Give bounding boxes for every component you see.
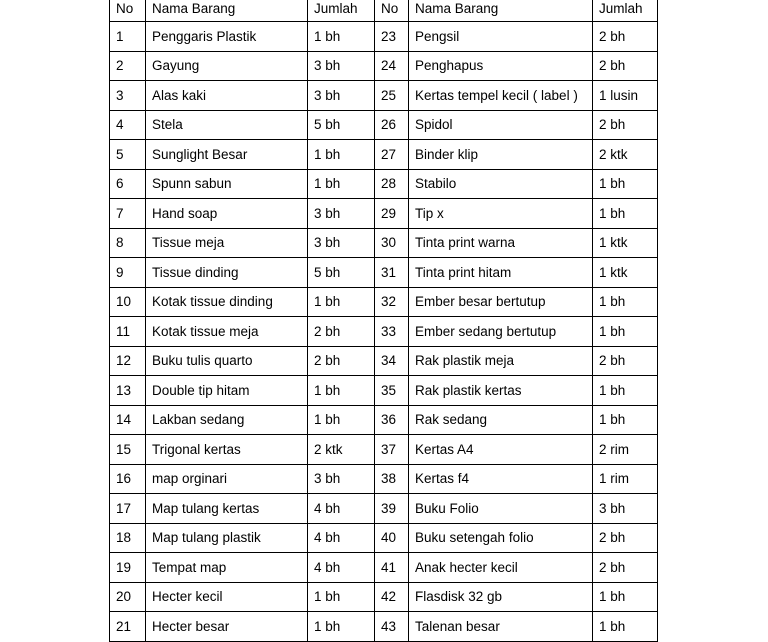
header-name-right: Nama Barang	[409, 0, 593, 22]
table-header	[110, 0, 658, 22]
cell-no-left: 19	[110, 553, 146, 583]
cell-no-right: 28	[375, 169, 409, 199]
table-row	[110, 199, 658, 229]
cell-no-right: 34	[375, 346, 409, 376]
cell-name-right: Kertas A4	[409, 435, 593, 465]
cell-qty-left: 2 bh	[308, 346, 375, 376]
cell-name-left: Kotak tissue meja	[146, 317, 308, 347]
cell-no-right: 40	[375, 523, 409, 553]
cell-no-left: 7	[110, 199, 146, 229]
cell-name-right: Buku setengah folio	[409, 523, 593, 553]
cell-qty-left: 4 bh	[308, 553, 375, 583]
cell-qty-left: 1 bh	[308, 582, 375, 612]
cell-name-right: Rak plastik meja	[409, 346, 593, 376]
cell-no-right: 36	[375, 405, 409, 435]
cell-name-right: Rak plastik kertas	[409, 376, 593, 406]
cell-name-right: Penghapus	[409, 51, 593, 81]
cell-name-right: Tinta print hitam	[409, 258, 593, 288]
cell-qty-left: 1 bh	[308, 140, 375, 170]
cell-no-left: 16	[110, 464, 146, 494]
cell-qty-right: 1 bh	[593, 317, 658, 347]
cell-no-left: 9	[110, 258, 146, 288]
cell-no-left: 13	[110, 376, 146, 406]
cell-qty-right: 2 ktk	[593, 140, 658, 170]
cell-no-left: 8	[110, 228, 146, 258]
cell-name-right: Flasdisk 32 gb	[409, 582, 593, 612]
cell-qty-left: 4 bh	[308, 494, 375, 524]
table-row	[110, 317, 658, 347]
cell-qty-right: 1 ktk	[593, 228, 658, 258]
cell-no-left: 2	[110, 51, 146, 81]
cell-qty-left: 5 bh	[308, 258, 375, 288]
cell-qty-right: 2 rim	[593, 435, 658, 465]
cell-no-right: 38	[375, 464, 409, 494]
table-row	[110, 228, 658, 258]
table-row	[110, 494, 658, 524]
inventory-table	[109, 0, 658, 642]
cell-name-left: Hecter besar	[146, 612, 308, 642]
cell-name-left: Trigonal kertas	[146, 435, 308, 465]
cell-qty-left: 5 bh	[308, 110, 375, 140]
cell-qty-right: 2 bh	[593, 110, 658, 140]
cell-qty-right: 3 bh	[593, 494, 658, 524]
cell-qty-left: 2 bh	[308, 317, 375, 347]
cell-no-right: 26	[375, 110, 409, 140]
cell-no-left: 12	[110, 346, 146, 376]
cell-name-left: map orginari	[146, 464, 308, 494]
cell-name-left: Spunn sabun	[146, 169, 308, 199]
table-row	[110, 376, 658, 406]
cell-name-right: Binder klip	[409, 140, 593, 170]
cell-no-right: 27	[375, 140, 409, 170]
cell-qty-right: 1 ktk	[593, 258, 658, 288]
cell-name-right: Rak sedang	[409, 405, 593, 435]
cell-qty-left: 1 bh	[308, 612, 375, 642]
cell-qty-right: 2 bh	[593, 553, 658, 583]
cell-name-right: Stabilo	[409, 169, 593, 199]
cell-no-right: 30	[375, 228, 409, 258]
cell-name-left: Stela	[146, 110, 308, 140]
cell-qty-right: 2 bh	[593, 22, 658, 52]
cell-no-right: 32	[375, 287, 409, 317]
cell-name-left: Hand soap	[146, 199, 308, 229]
table-row	[110, 258, 658, 288]
cell-no-right: 35	[375, 376, 409, 406]
cell-name-left: Gayung	[146, 51, 308, 81]
cell-qty-left: 3 bh	[308, 81, 375, 111]
cell-name-left: Alas kaki	[146, 81, 308, 111]
cell-no-left: 17	[110, 494, 146, 524]
table-row	[110, 346, 658, 376]
table-row	[110, 169, 658, 199]
cell-qty-right: 1 bh	[593, 405, 658, 435]
cell-qty-left: 1 bh	[308, 169, 375, 199]
cell-no-left: 6	[110, 169, 146, 199]
cell-qty-left: 3 bh	[308, 464, 375, 494]
cell-no-left: 18	[110, 523, 146, 553]
table-row	[110, 140, 658, 170]
cell-name-right: Spidol	[409, 110, 593, 140]
cell-name-right: Tinta print warna	[409, 228, 593, 258]
cell-qty-right: 2 bh	[593, 346, 658, 376]
cell-name-right: Anak hecter kecil	[409, 553, 593, 583]
cell-name-left: Tissue dinding	[146, 258, 308, 288]
cell-name-left: Tissue meja	[146, 228, 308, 258]
cell-no-right: 24	[375, 51, 409, 81]
cell-name-right: Buku Folio	[409, 494, 593, 524]
cell-no-right: 33	[375, 317, 409, 347]
cell-qty-left: 1 bh	[308, 287, 375, 317]
cell-no-left: 10	[110, 287, 146, 317]
cell-name-left: Buku tulis quarto	[146, 346, 308, 376]
cell-qty-left: 3 bh	[308, 199, 375, 229]
table-row	[110, 582, 658, 612]
table-body	[110, 22, 658, 642]
header-no-left: No	[110, 0, 146, 22]
table-row	[110, 81, 658, 111]
cell-qty-left: 3 bh	[308, 51, 375, 81]
cell-qty-right: 1 bh	[593, 287, 658, 317]
cell-name-right: Pengsil	[409, 22, 593, 52]
cell-no-left: 5	[110, 140, 146, 170]
table-row	[110, 110, 658, 140]
cell-name-right: Kertas tempel kecil ( label )	[409, 81, 593, 111]
cell-no-right: 37	[375, 435, 409, 465]
cell-qty-left: 1 bh	[308, 405, 375, 435]
cell-qty-right: 1 bh	[593, 582, 658, 612]
cell-name-left: Tempat map	[146, 553, 308, 583]
cell-no-right: 23	[375, 22, 409, 52]
cell-qty-right: 1 lusin	[593, 81, 658, 111]
cell-no-right: 42	[375, 582, 409, 612]
cell-no-left: 4	[110, 110, 146, 140]
cell-name-right: Talenan besar	[409, 612, 593, 642]
cell-qty-right: 2 bh	[593, 523, 658, 553]
cell-no-left: 11	[110, 317, 146, 347]
table-row	[110, 612, 658, 642]
cell-no-left: 15	[110, 435, 146, 465]
cell-no-left: 1	[110, 22, 146, 52]
cell-qty-right: 1 bh	[593, 376, 658, 406]
inventory-sheet	[109, 0, 658, 642]
cell-name-left: Double tip hitam	[146, 376, 308, 406]
cell-name-left: Map tulang plastik	[146, 523, 308, 553]
cell-no-right: 39	[375, 494, 409, 524]
cell-qty-left: 3 bh	[308, 228, 375, 258]
cell-name-left: Hecter kecil	[146, 582, 308, 612]
cell-name-right: Tip x	[409, 199, 593, 229]
table-row	[110, 553, 658, 583]
table-row	[110, 22, 658, 52]
cell-name-right: Ember besar bertutup	[409, 287, 593, 317]
cell-qty-right: 1 rim	[593, 464, 658, 494]
table-row	[110, 523, 658, 553]
cell-name-left: Kotak tissue dinding	[146, 287, 308, 317]
header-row	[110, 0, 658, 22]
table-row	[110, 464, 658, 494]
header-qty-right: Jumlah	[593, 0, 658, 22]
cell-qty-right: 1 bh	[593, 612, 658, 642]
cell-qty-left: 1 bh	[308, 22, 375, 52]
cell-name-left: Lakban sedang	[146, 405, 308, 435]
cell-qty-left: 2 ktk	[308, 435, 375, 465]
cell-qty-right: 1 bh	[593, 199, 658, 229]
cell-name-right: Ember sedang bertutup	[409, 317, 593, 347]
cell-qty-right: 1 bh	[593, 169, 658, 199]
cell-name-left: Sunglight Besar	[146, 140, 308, 170]
cell-qty-left: 4 bh	[308, 523, 375, 553]
cell-no-right: 31	[375, 258, 409, 288]
cell-no-right: 29	[375, 199, 409, 229]
cell-no-left: 21	[110, 612, 146, 642]
cell-no-right: 25	[375, 81, 409, 111]
cell-name-left: Map tulang kertas	[146, 494, 308, 524]
cell-qty-right: 2 bh	[593, 51, 658, 81]
cell-no-left: 3	[110, 81, 146, 111]
cell-no-right: 43	[375, 612, 409, 642]
header-qty-left: Jumlah	[308, 0, 375, 22]
cell-no-right: 41	[375, 553, 409, 583]
cell-no-left: 14	[110, 405, 146, 435]
table-row	[110, 51, 658, 81]
table-row	[110, 435, 658, 465]
cell-name-right: Kertas f4	[409, 464, 593, 494]
cell-no-left: 20	[110, 582, 146, 612]
cell-name-left: Penggaris Plastik	[146, 22, 308, 52]
table-row	[110, 405, 658, 435]
table-row	[110, 287, 658, 317]
cell-qty-left: 1 bh	[308, 376, 375, 406]
header-no-right: No	[375, 0, 409, 22]
header-name-left: Nama Barang	[146, 0, 308, 22]
